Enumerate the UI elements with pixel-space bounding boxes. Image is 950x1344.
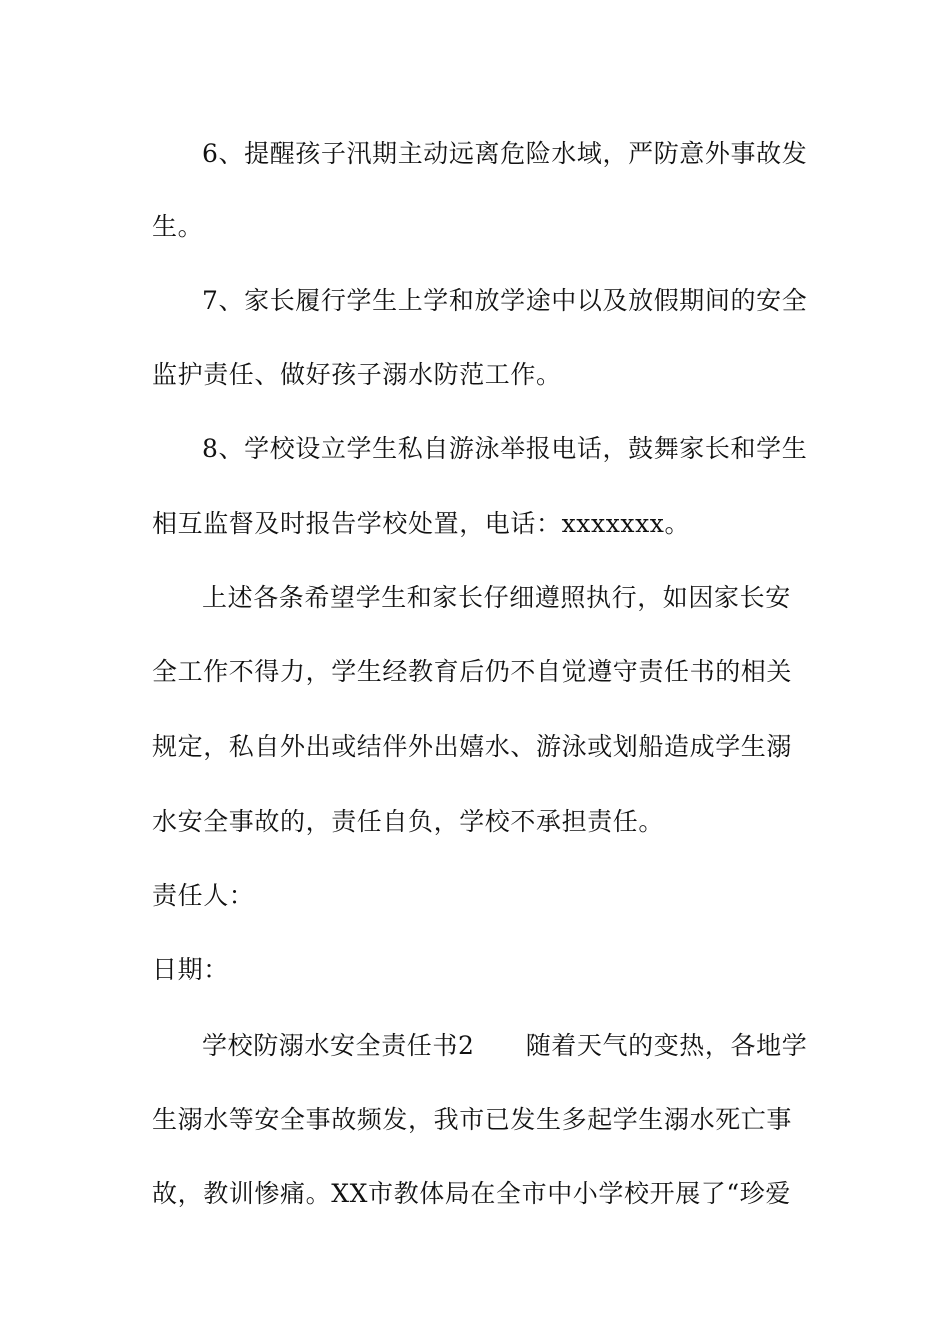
text-line: 学校防溺水安全责任书2 随着天气的变热，各地学 [202, 1031, 808, 1060]
text-line: 监护责任、做好孩子溺水防范工作。 [152, 360, 562, 389]
text-line: 全工作不得力，学生经教育后仍不自觉遵守责任书的相关 [152, 657, 793, 686]
text-line: 故，教训惨痛。XX市教体局在全市中小学校开展了“珍爱 [152, 1179, 791, 1208]
text-line: 规定，私自外出或结伴外出嬉水、游泳或划船造成学生溺 [152, 732, 793, 761]
text-line: 上述各条希望学生和家长仔细遵照执行，如因家长安 [202, 583, 791, 612]
signature-label: 责任人： [152, 881, 255, 910]
text-line: 相互监督及时报告学校处置，电话：xxxxxxx。 [152, 509, 691, 538]
text-line: 6、提醒孩子汛期主动远离危险水域，严防意外事故发 [202, 139, 808, 168]
date-label: 日期： [152, 955, 229, 984]
text-line: 7、家长履行学生上学和放学途中以及放假期间的安全 [202, 286, 808, 315]
text-line: 8、学校设立学生私自游泳举报电话，鼓舞家长和学生 [202, 434, 808, 463]
text-line: 水安全事故的，责任自负，学校不承担责任。 [152, 807, 665, 836]
text-line: 生。 [152, 212, 204, 241]
text-line: 生溺水等安全事故频发，我市已发生多起学生溺水死亡事 [152, 1105, 793, 1134]
